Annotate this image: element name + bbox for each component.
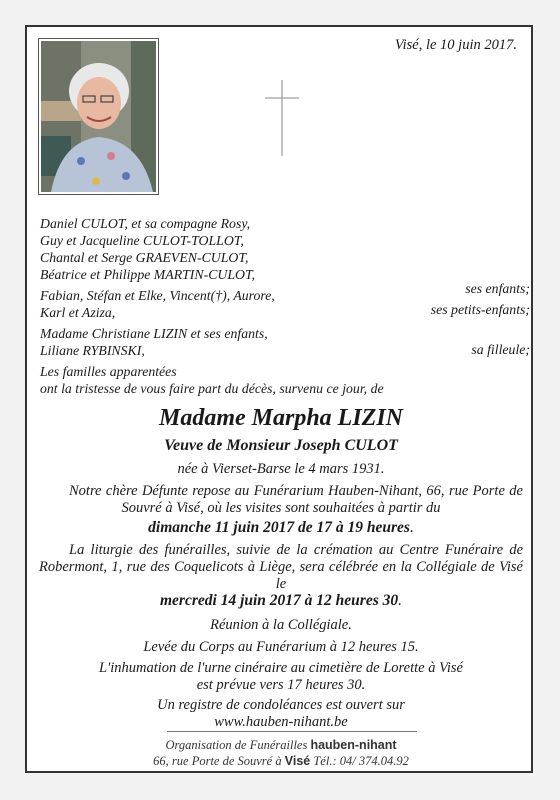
relation-grandchildren: ses petits-enfants; bbox=[430, 302, 530, 317]
condolences-text: Un registre de condoléances est ouvert sur bbox=[157, 697, 405, 713]
visitation-when: dimanche 11 juin 2017 de 17 à 19 heures bbox=[148, 519, 410, 536]
footer-org-prefix: Organisation de Funérailles bbox=[165, 738, 308, 752]
family-line: Liliane RYBINSKI, bbox=[40, 343, 145, 358]
family-line: Les familles apparentées bbox=[40, 364, 177, 379]
condolences-url[interactable]: www.hauben-nihant.be bbox=[214, 714, 348, 730]
portrait-image bbox=[41, 41, 156, 192]
deceased-name: Madame Marpha LIZIN bbox=[158, 405, 404, 431]
funeral-when: mercredi 14 juin 2017 à 12 heures 30 bbox=[160, 592, 399, 609]
relation-goddaughter: sa filleule; bbox=[471, 342, 530, 357]
widow-of: Veuve de Monsieur Joseph CULOT bbox=[164, 437, 398, 454]
family-line: Madame Christiane LIZIN et ses enfants, bbox=[40, 326, 268, 341]
funeral-text bbox=[27, 542, 535, 593]
footer-street: 66, rue Porte de Souvré à bbox=[153, 754, 282, 768]
date: Visé, le 10 juin 2017. bbox=[394, 37, 517, 53]
footer-phone: Tél.: 04/ 374.04.92 bbox=[313, 754, 409, 768]
family-line: Karl et Aziza, bbox=[40, 305, 116, 320]
funeral-when-end: . bbox=[398, 592, 402, 609]
funeral-body: La liturgie des funérailles, suivie de la crémation au Centre Funéraire de Robermont, 1, rue des Coquelicots à Liège, sera célébrée en la Collégiale de Visé le bbox=[39, 542, 523, 592]
meeting-info: Réunion à la Collégiale. bbox=[210, 617, 352, 633]
family-line: ont la tristesse de vous faire part du décès, survenu ce jour, de bbox=[40, 381, 384, 396]
family-line: Fabian, Stéfan et Elke, Vincent(†), Aurore, bbox=[40, 288, 275, 303]
family-line: Chantal et Serge GRAEVEN-CULOT, bbox=[40, 250, 249, 265]
divider bbox=[167, 731, 417, 732]
levee-info: Levée du Corps au Funérarium à 12 heures 15. bbox=[143, 639, 419, 655]
brand-logo: hauben-nihant bbox=[310, 738, 397, 752]
birth-info: née à Vierset-Barse le 4 mars 1931. bbox=[177, 461, 385, 477]
visitation-when-end: . bbox=[409, 519, 414, 536]
relation-children: ses enfants; bbox=[465, 281, 530, 296]
funeral-time bbox=[27, 592, 535, 610]
visitation-text bbox=[27, 483, 535, 517]
portrait-photo bbox=[38, 38, 159, 195]
visitation-time bbox=[27, 519, 535, 537]
footer-address bbox=[27, 753, 535, 769]
footer-city: Visé bbox=[284, 754, 311, 768]
obituary-card bbox=[25, 25, 533, 773]
family-line: Guy et Jacqueline CULOT-TOLLOT, bbox=[40, 233, 244, 248]
visitation-body: Notre chère Défunte repose au Funérarium Hauben-Nihant, 66, rue Porte de Souvré à Visé, où les visites sont souhaitées à partir du bbox=[69, 483, 523, 516]
urn-info-1: L'inhumation de l'urne cinéraire au cimetière de Lorette à Visé bbox=[99, 660, 463, 676]
cross-icon bbox=[265, 80, 299, 156]
urn-info-2: est prévue vers 17 heures 30. bbox=[196, 677, 366, 693]
family-line: Daniel CULOT, et sa compagne Rosy, bbox=[40, 216, 251, 231]
family-list bbox=[40, 215, 530, 397]
family-line: Béatrice et Philippe MARTIN-CULOT, bbox=[40, 267, 256, 282]
footer-org bbox=[27, 737, 535, 753]
